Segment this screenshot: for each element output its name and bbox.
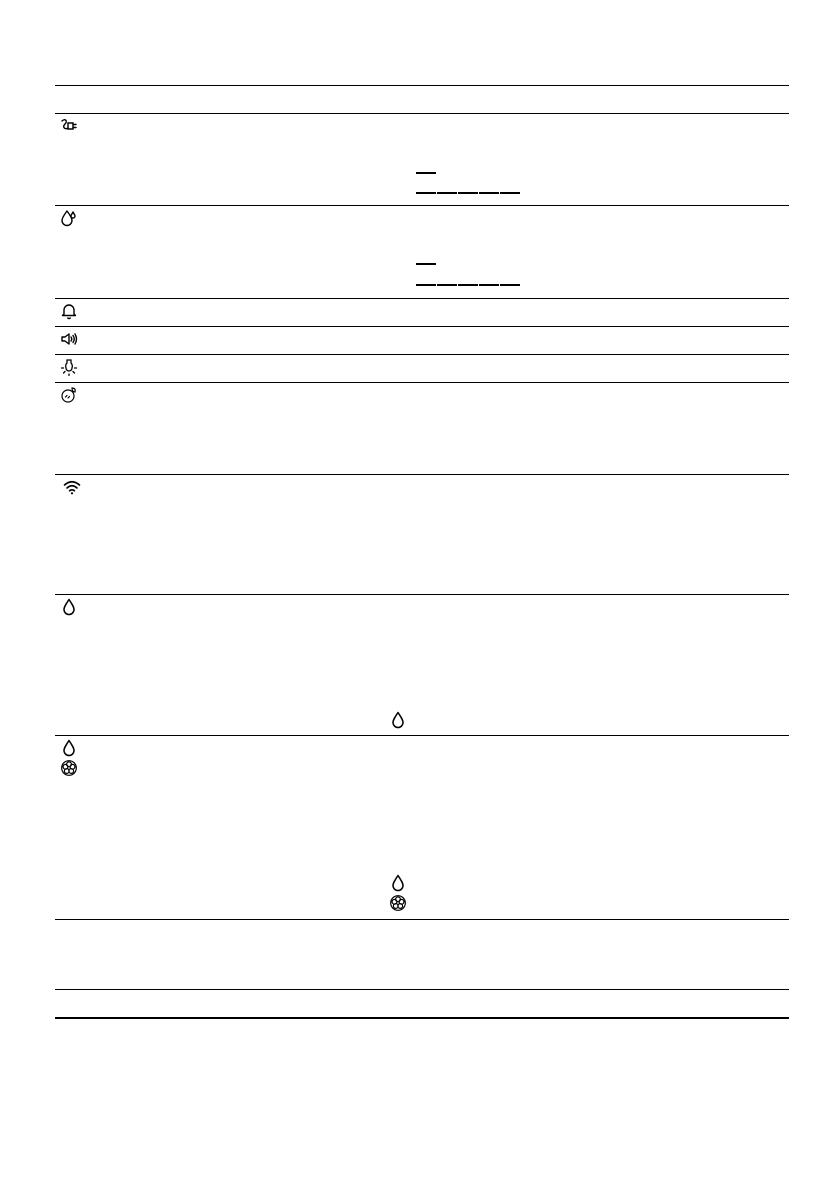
water-drop-icon (60, 739, 78, 757)
segment-bar-five (416, 192, 436, 194)
light-bulb-icon (60, 358, 78, 376)
rinse-aid-flower-icon (389, 894, 407, 912)
segment-bar-single (416, 172, 436, 174)
water-drop-icon (389, 874, 407, 892)
table-top-rule (55, 85, 789, 86)
water-drop-icon (389, 711, 407, 729)
header-bottom-rule (55, 113, 789, 114)
row-divider (55, 594, 789, 595)
plug-icon (60, 117, 78, 135)
segment-bar-five (437, 284, 457, 286)
rinse-aid-flower-icon (60, 759, 78, 777)
row-divider (55, 919, 789, 920)
row-divider (55, 298, 789, 299)
segment-bar-single (416, 263, 436, 265)
bell-icon (60, 302, 78, 320)
speaker-volume-icon (60, 330, 78, 348)
table-bottom-rule (55, 1017, 789, 1019)
segment-bar-five (500, 192, 520, 194)
water-drop-icon (60, 598, 78, 616)
row-divider (55, 474, 789, 475)
segment-bar-five (479, 284, 499, 286)
row-divider (55, 205, 789, 206)
segment-bar-five (458, 284, 478, 286)
wifi-icon (63, 478, 81, 496)
row-divider (55, 382, 789, 383)
row-divider (55, 735, 789, 736)
segment-bar-five (479, 192, 499, 194)
segment-bar-five (437, 192, 457, 194)
row-divider (55, 989, 789, 990)
row-divider (55, 326, 789, 327)
segment-bar-five (416, 284, 436, 286)
segment-bar-five (458, 192, 478, 194)
segment-bar-five (500, 284, 520, 286)
water-drop-hardness-icon (60, 209, 78, 227)
eco-leaf-icon (60, 386, 78, 404)
row-divider (55, 354, 789, 355)
